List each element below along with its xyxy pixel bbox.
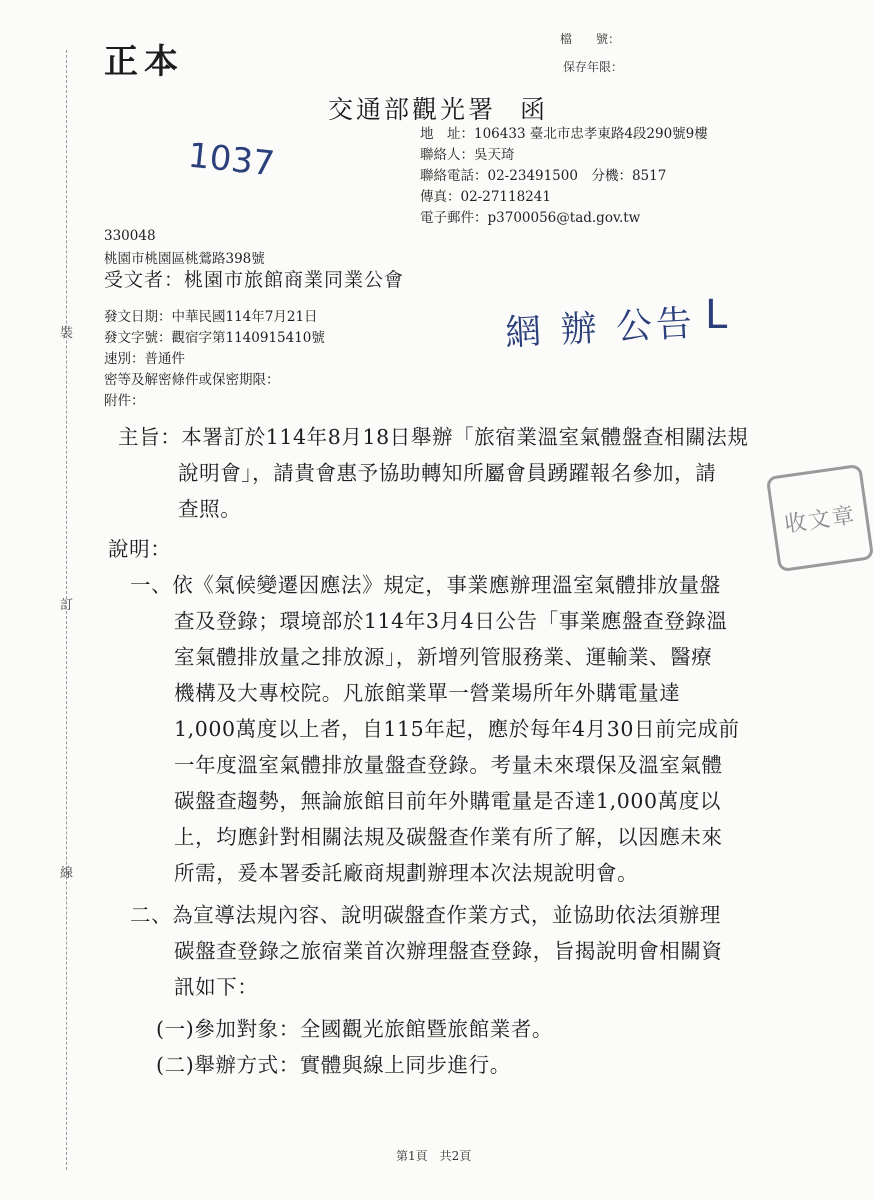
explanation-header: 說明： [108, 537, 172, 561]
item1-line: 一年度溫室氣體排放量盤查登錄。考量未來環保及溫室氣體 [174, 753, 723, 777]
item1-line: 1,000萬度以上者，自115年起，應於每年4月30日前完成前 [174, 717, 740, 741]
subject-line: 主旨：本署訂於114年8月18日舉辦「旅宿業溫室氣體盤查相關法規 [118, 425, 749, 449]
agency-name: 交通部觀光署 [328, 95, 497, 124]
item1-line: 室氣體排放量之排放源」，新增列管服務業、運輸業、醫療 [174, 645, 713, 669]
handwritten-number: 1037 [186, 135, 277, 185]
item1-line: 一、依《氣候變遷因應法》規定，事業應辦理溫室氣體排放量盤 [130, 573, 721, 597]
doc-type: 函 [520, 95, 549, 124]
stamp-text: 收文章 [782, 502, 858, 538]
binding-mark-zhuang: 裝 [60, 326, 74, 341]
copy-mark: 正本 [104, 42, 184, 82]
contact-email: 電子郵件：p3700056@tad.gov.tw [420, 210, 641, 226]
handwritten-note: 網 辦 公告 [504, 303, 697, 354]
sub-item: (二)舉辦方式：實體與線上同步進行。 [156, 1053, 511, 1077]
sub-item: (一)參加對象：全國觀光旅館暨旅館業者。 [156, 1017, 553, 1041]
file-number-label: 檔 號： [560, 32, 621, 46]
agency-title [328, 90, 548, 126]
issue-number: 發文字號：觀宿字第1140915410號 [104, 330, 325, 346]
recipient: 受文者：桃園市旅館商業同業公會 [104, 269, 405, 291]
item1-line: 查及登錄；環境部於114年3月4日公告「事業應盤查登錄溫 [174, 609, 728, 633]
contact-address: 地 址：106433 臺北市忠孝東路4段290號9樓 [420, 126, 708, 142]
binding-mark-xian: 線 [60, 866, 74, 881]
item2-line: 訊如下： [174, 975, 259, 999]
contact-person: 聯絡人：吳天琦 [420, 147, 515, 163]
contact-phone: 聯絡電話：02-23491500 分機：8517 [420, 168, 667, 184]
item1-line: 機構及大專校院。凡旅館業單一營業場所年外購電量達 [174, 681, 681, 705]
item1-line: 所需，爰本署委託廠商規劃辦理本次法規說明會。 [174, 861, 639, 885]
contact-fax: 傳真：02-27118241 [420, 189, 551, 205]
recipient-zip: 330048 [104, 228, 156, 244]
item2-line: 碳盤查登錄之旅宿業首次辦理盤查登錄，旨揭說明會相關資 [174, 939, 723, 963]
retention-label: 保存年限： [563, 60, 624, 74]
secrecy: 密等及解密條件或保密期限： [104, 372, 280, 388]
speed: 速別：普通件 [104, 351, 185, 367]
page-footer: 第1頁 共2頁 [396, 1149, 472, 1163]
recipient-address: 桃園市桃園區桃鶯路398號 [104, 251, 265, 267]
subject-line: 查照。 [178, 497, 242, 521]
attachment: 附件： [104, 393, 145, 409]
received-stamp [766, 464, 874, 572]
handwritten-mark: L [705, 292, 728, 338]
item1-line: 碳盤查趨勢，無論旅館目前年外購電量是否達1,000萬度以 [174, 789, 721, 813]
binding-mark-ding: 訂 [60, 598, 74, 613]
subject-line: 說明會」，請貴會惠予協助轉知所屬會員踴躍報名參加，請 [178, 461, 717, 485]
issue-date: 發文日期：中華民國114年7月21日 [104, 309, 318, 325]
item1-line: 上，均應針對相關法規及碳盤查作業有所了解，以因應未來 [174, 825, 723, 849]
item2-line: 二、為宣導法規內容、說明碳盤查作業方式，並協助依法須辦理 [130, 903, 721, 927]
